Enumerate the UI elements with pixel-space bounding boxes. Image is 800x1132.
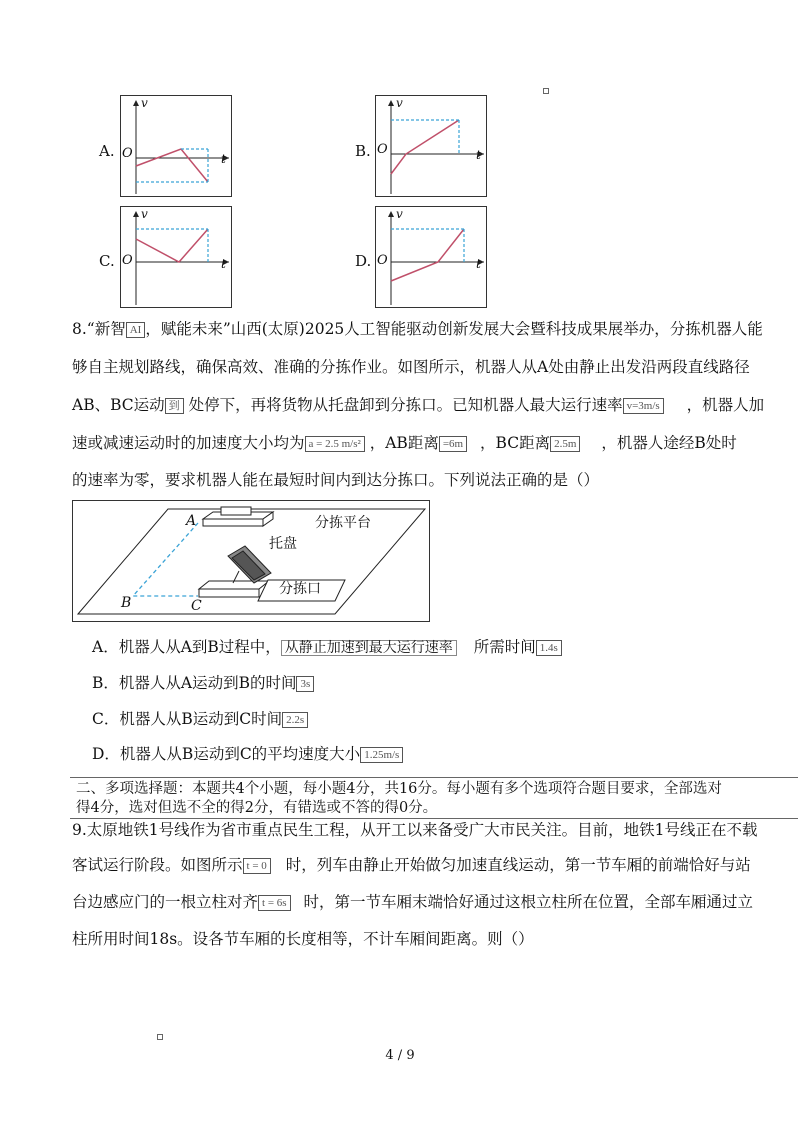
q8-box-vmax: v=3m/s [623, 398, 664, 414]
q9-line-4: 柱所用时间18s。设各节车厢的长度相等，不计车厢间距离。则（） [72, 930, 534, 948]
section-2-top-rule [70, 777, 798, 778]
robot-sorting-figure [72, 500, 430, 622]
q8-line-5: 的速率为零，要求机器人能在最短时间内到达分拣口。下列说法正确的是（） [72, 471, 600, 489]
figure-label-c: C [191, 598, 202, 614]
q8-box-accel: a = 2.5 m/s² [305, 436, 365, 452]
figure-label-platform: 分拣平台 [315, 515, 371, 531]
graph-d-o-label: O [377, 253, 388, 268]
q8-box-bc: 2.5m [550, 436, 580, 452]
section-2-heading: 二、多项选择题：本题共4个小题，每小题4分，共16分。每小题有多个选项符合题目要求，全部选对 得4分，选对但选不全的得2分，有错选或不答的得0分。 [76, 781, 722, 816]
q8-option-c-box: 2.2s [282, 712, 308, 728]
figure-label-outlet: 分拣口 [279, 581, 321, 597]
section-2-bottom-rule [70, 818, 798, 819]
q8-option-d-box: 1.25m/s [360, 747, 403, 763]
q9-box-t0: t = 0 [243, 858, 271, 874]
graph-a-t-label: t [221, 152, 226, 166]
graph-c-v-label: v [141, 207, 148, 221]
q8-option-a-box1: 从静止加速到最大运行速率 [281, 640, 457, 656]
graph-b-v-label: v [396, 96, 403, 110]
graph-d-v-label: v [396, 207, 403, 221]
corner-mark-bottom [157, 1034, 163, 1040]
graph-c-t-label: t [221, 257, 226, 271]
figure-label-b: B [121, 595, 132, 611]
graph-b [375, 95, 487, 197]
option-a-label: A. [99, 142, 115, 160]
graph-b-t-label: t [476, 148, 481, 162]
q9-line-2: 客试运行阶段。如图所示 t = 0 时，列车由静止开始做匀加速直线运动，第一节车厢的前端恰好与站 [72, 856, 751, 874]
graph-d [375, 206, 487, 308]
option-d-label: D. [355, 252, 372, 270]
figure-label-a: A [186, 513, 197, 529]
figure-label-tray: 托盘 [269, 536, 297, 552]
q8-box-ab: =6m [439, 436, 467, 452]
q8-line-4: 速或减速运动时的加速度大小均为 a = 2.5 m/s² ，AB距离 =6m ，BC距离 2.5m ，机器人途经B处时 [72, 434, 737, 452]
graph-a-v-label: v [141, 96, 148, 110]
q8-line-1: 8.“新智 AI ，赋能未来”山西(太原)2025人工智能驱动创新发展大会暨科技成果展举办，分拣机器人能 [72, 320, 763, 338]
graph-a [120, 95, 232, 197]
corner-mark-top [543, 88, 549, 94]
q8-option-b[interactable]: B．机器人从A运动到B的时间 3s [92, 674, 314, 692]
q8-box-to: 到 [165, 398, 184, 414]
graph-a-o-label: O [122, 146, 133, 161]
q8-option-a-box2: 1.4s [536, 640, 562, 656]
option-c-label: C. [99, 252, 115, 270]
graph-d-t-label: t [476, 257, 481, 271]
page-number: 4 / 9 [385, 1048, 415, 1063]
q8-option-b-box: 3s [296, 676, 314, 692]
q8-box-ai: AI [126, 322, 146, 338]
graph-b-o-label: O [377, 142, 388, 157]
q8-option-a[interactable]: A．机器人从A到B过程中， 从静止加速到最大运行速率 所需时间 1.4s [92, 638, 562, 656]
q9-line-3: 台边感应门的一根立柱对齐 t = 6s 时，第一节车厢末端恰好通过这根立柱所在位置，全部车厢通过立 [72, 893, 754, 911]
q8-option-c[interactable]: C．机器人从B运动到C时间 2.2s [92, 710, 308, 728]
q9-box-t6: t = 6s [258, 895, 291, 911]
graph-c [120, 206, 232, 308]
q8-line-3: AB、BC运动 到 处停下，再将货物从托盘卸到分拣口。已知机器人最大运行速率 v=3m/s ，机器人加 [72, 396, 765, 414]
graph-c-o-label: O [122, 253, 133, 268]
q8-option-d[interactable]: D．机器人从B运动到C的平均速度大小 1.25m/s [92, 745, 403, 763]
q9-line-1: 9.太原地铁1号线作为省市重点民生工程，从开工以来备受广大市民关注。目前，地铁1号线正在不载 [72, 821, 758, 839]
q8-line-2: 够自主规划路线，确保高效、准确的分拣作业。如图所示，机器人从A处由静止出发沿两段直线路径 [72, 358, 750, 376]
option-b-label: B. [355, 142, 371, 160]
